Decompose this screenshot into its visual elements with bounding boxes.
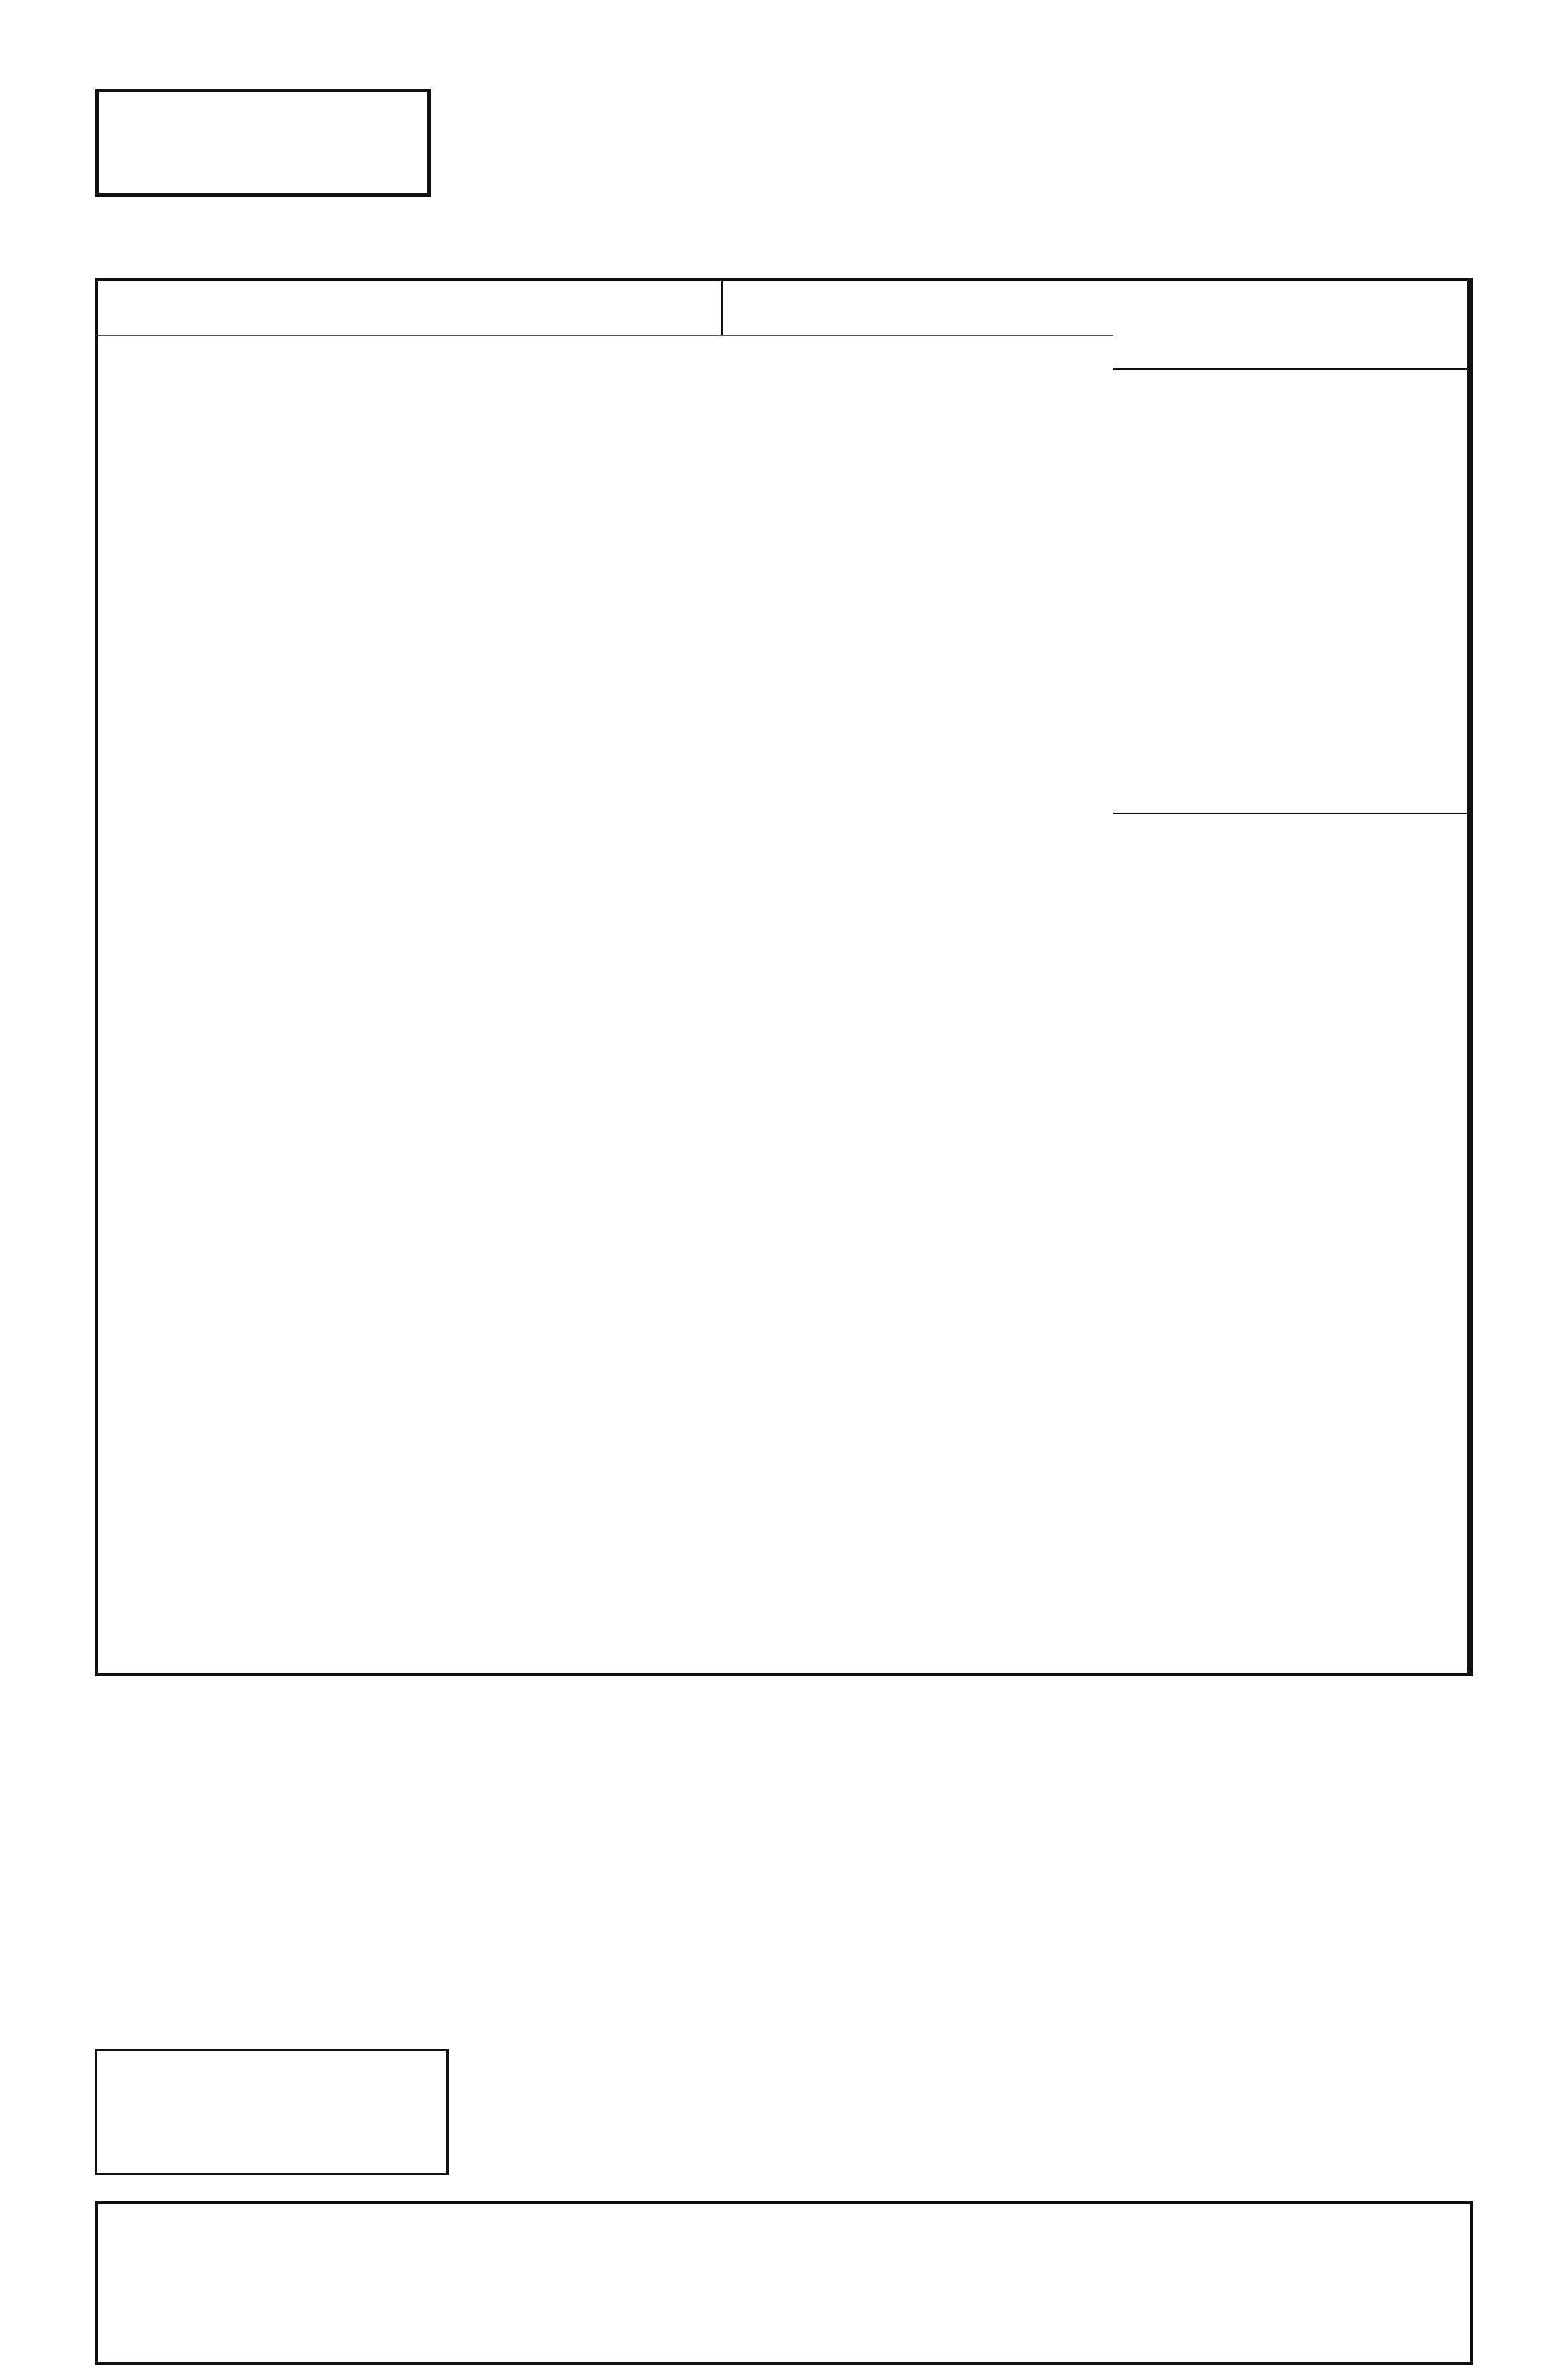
photo-box: [1113, 370, 1467, 814]
header: [95, 89, 1473, 278]
side-column: [1113, 281, 1470, 1673]
form-subtitle: [431, 186, 1473, 216]
stamp-box: [95, 2049, 449, 2175]
field-row: [98, 281, 1113, 336]
form-frame: [95, 278, 1473, 1676]
declaration: [95, 1714, 1473, 2030]
form-title: [431, 133, 1473, 186]
field-label: [721, 281, 1113, 335]
logo: [95, 89, 431, 197]
organization-name: [431, 89, 1473, 121]
address: [95, 205, 431, 228]
logo-block: [95, 89, 431, 228]
registration-box: [1113, 281, 1467, 370]
signature-row: [95, 2049, 1473, 2175]
fields-column: [98, 281, 1113, 1673]
field-value: [98, 281, 721, 335]
header-text: [431, 89, 1473, 216]
remarks-box: [95, 2201, 1473, 2365]
law-box: [1113, 814, 1467, 1673]
